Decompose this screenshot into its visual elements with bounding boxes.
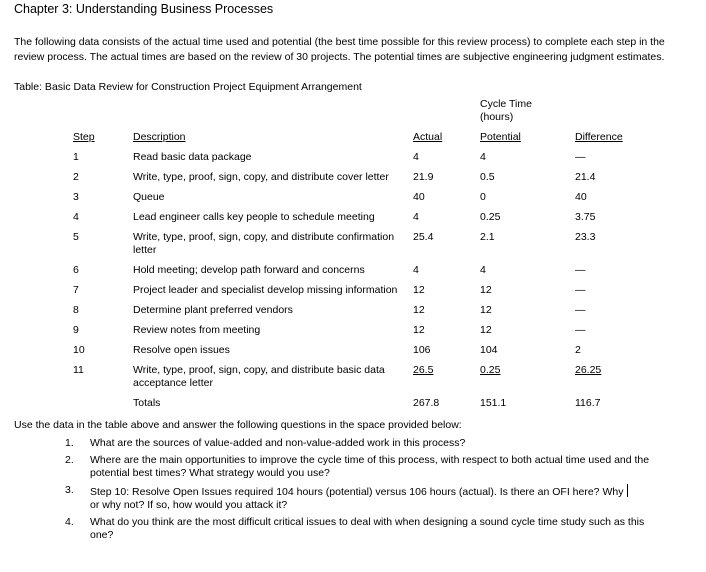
question-item bbox=[65, 516, 690, 543]
review-data-table bbox=[73, 98, 645, 417]
cell-step: 11 bbox=[73, 364, 84, 377]
cell-actual: 26.5 bbox=[413, 364, 434, 377]
question-text bbox=[90, 437, 665, 451]
table-row bbox=[73, 364, 645, 397]
totals-difference: 116.7 bbox=[575, 397, 601, 410]
cell-description: Write, type, proof, sign, copy, and distribute basic data acceptance letter bbox=[133, 364, 385, 390]
table-row bbox=[73, 231, 645, 264]
question-text-line: What are the sources of value-added and non-value-added work in this process? bbox=[90, 437, 466, 450]
cell-description: Resolve open issues bbox=[133, 344, 230, 357]
cell-actual: 4 bbox=[413, 151, 419, 164]
question-text-continued: or why not? If so, how would you attack it? bbox=[90, 499, 288, 512]
cell-step: 6 bbox=[73, 264, 79, 277]
questions-intro: Use the data in the table above and answer the following questions in the space provided below: bbox=[14, 419, 462, 432]
cell-description: Review notes from meeting bbox=[133, 324, 261, 337]
cell-actual: 4 bbox=[413, 264, 419, 277]
cycle-time-label: Cycle Time bbox=[480, 98, 532, 111]
cell-difference: — bbox=[575, 324, 586, 337]
cell-potential: 12 bbox=[480, 304, 492, 317]
table-row bbox=[73, 191, 645, 211]
cell-potential: 2.1 bbox=[480, 231, 495, 244]
cell-step: 7 bbox=[73, 284, 79, 297]
question-number: 4. bbox=[65, 515, 74, 528]
cell-description: Write, type, proof, sign, copy, and distribute confirmation letter bbox=[133, 231, 395, 257]
cell-actual: 40 bbox=[413, 191, 425, 204]
cell-potential: 0.5 bbox=[480, 171, 495, 184]
cell-actual: 4 bbox=[413, 211, 419, 224]
table-row bbox=[73, 211, 645, 231]
table-row bbox=[73, 171, 645, 191]
question-text bbox=[90, 454, 665, 481]
text-cursor-caret bbox=[627, 484, 628, 497]
totals-potential: 151.1 bbox=[480, 397, 507, 410]
cell-step: 3 bbox=[73, 191, 79, 204]
table-row bbox=[73, 324, 645, 344]
cycle-time-units: (hours) bbox=[480, 111, 514, 124]
column-header-potential: Potential bbox=[480, 131, 521, 144]
cell-actual: 106 bbox=[413, 344, 431, 357]
question-number: 1. bbox=[65, 437, 74, 450]
cell-potential: 0 bbox=[480, 191, 486, 204]
questions-list bbox=[65, 437, 690, 543]
cell-potential: 0.25 bbox=[480, 364, 501, 377]
totals-row bbox=[73, 397, 645, 417]
question-item bbox=[65, 454, 690, 481]
totals-label: Totals bbox=[133, 397, 161, 410]
cell-description: Read basic data package bbox=[133, 151, 252, 164]
cell-difference: — bbox=[575, 284, 586, 297]
cell-difference: — bbox=[575, 151, 586, 164]
cell-description: Queue bbox=[133, 191, 165, 204]
column-header-actual: Actual bbox=[413, 131, 443, 144]
cell-difference: 3.75 bbox=[575, 211, 596, 224]
cell-description: Project leader and specialist develop missing information bbox=[133, 284, 398, 297]
cell-potential: 4 bbox=[480, 151, 486, 164]
cell-difference: — bbox=[575, 264, 586, 277]
question-text-line: Where are the main opportunities to improve the cycle time of this process, with respect to both actual time used and the potential best times? What strategy would you use? bbox=[90, 453, 650, 480]
cell-potential: 12 bbox=[480, 324, 492, 337]
cell-description: Determine plant preferred vendors bbox=[133, 304, 293, 317]
question-text bbox=[90, 484, 665, 513]
cell-step: 4 bbox=[73, 211, 79, 224]
question-text bbox=[90, 516, 665, 543]
question-text-line: What do you think are the most difficult critical issues to deal with when designing a sound cycle time study such as this one? bbox=[90, 515, 645, 542]
cell-difference: — bbox=[575, 304, 586, 317]
column-header-difference: Difference bbox=[575, 131, 623, 144]
cell-potential: 4 bbox=[480, 264, 486, 277]
question-number: 2. bbox=[65, 453, 74, 466]
intro-paragraph: The following data consists of the actual time used and potential (the best time possible for this review process) to complete each step in the review process. The actual times are based on the review of 30 projects. The potential times are subjective engineering judgment estimates. bbox=[14, 36, 665, 63]
column-header-description: Description bbox=[133, 131, 186, 144]
table-caption: Table: Basic Data Review for Construction Project Equipment Arrangement bbox=[14, 81, 362, 94]
cell-step: 9 bbox=[73, 324, 79, 337]
cell-difference: 40 bbox=[575, 191, 587, 204]
cell-potential: 0.25 bbox=[480, 211, 501, 224]
table-group-header-row bbox=[73, 98, 645, 131]
table-row bbox=[73, 264, 645, 284]
table-row bbox=[73, 284, 645, 304]
page-title: Chapter 3: Understanding Business Processes bbox=[14, 2, 274, 16]
cell-actual: 21.9 bbox=[413, 171, 434, 184]
table-header-row bbox=[73, 131, 645, 151]
cell-step: 2 bbox=[73, 171, 79, 184]
cell-potential: 12 bbox=[480, 284, 492, 297]
question-text-line: Step 10: Resolve Open Issues required 104 hours (potential) versus 106 hours (actual). Is there an OFI here? Why bbox=[90, 485, 624, 498]
question-item bbox=[65, 484, 690, 513]
cell-actual: 12 bbox=[413, 324, 425, 337]
table-row bbox=[73, 304, 645, 324]
cell-difference: 21.4 bbox=[575, 171, 596, 184]
question-number: 3. bbox=[65, 483, 74, 496]
cell-step: 10 bbox=[73, 344, 85, 357]
table-row bbox=[73, 151, 645, 171]
cell-actual: 12 bbox=[413, 284, 425, 297]
table-row bbox=[73, 344, 645, 364]
cell-step: 8 bbox=[73, 304, 79, 317]
cell-actual: 12 bbox=[413, 304, 425, 317]
cell-difference: 23.3 bbox=[575, 231, 596, 244]
cell-step: 5 bbox=[73, 231, 79, 244]
cell-description: Hold meeting; develop path forward and concerns bbox=[133, 264, 365, 277]
cell-difference: 26.25 bbox=[575, 364, 602, 377]
cell-potential: 104 bbox=[480, 344, 498, 357]
cell-difference: 2 bbox=[575, 344, 581, 357]
cell-description: Write, type, proof, sign, copy, and distribute cover letter bbox=[133, 171, 389, 184]
cycle-time-group-header bbox=[480, 98, 575, 131]
column-header-step: Step bbox=[73, 131, 95, 144]
cell-actual: 25.4 bbox=[413, 231, 434, 244]
cell-step: 1 bbox=[73, 151, 79, 164]
cell-description: Lead engineer calls key people to schedule meeting bbox=[133, 211, 375, 224]
totals-actual: 267.8 bbox=[413, 397, 440, 410]
question-item bbox=[65, 437, 690, 451]
